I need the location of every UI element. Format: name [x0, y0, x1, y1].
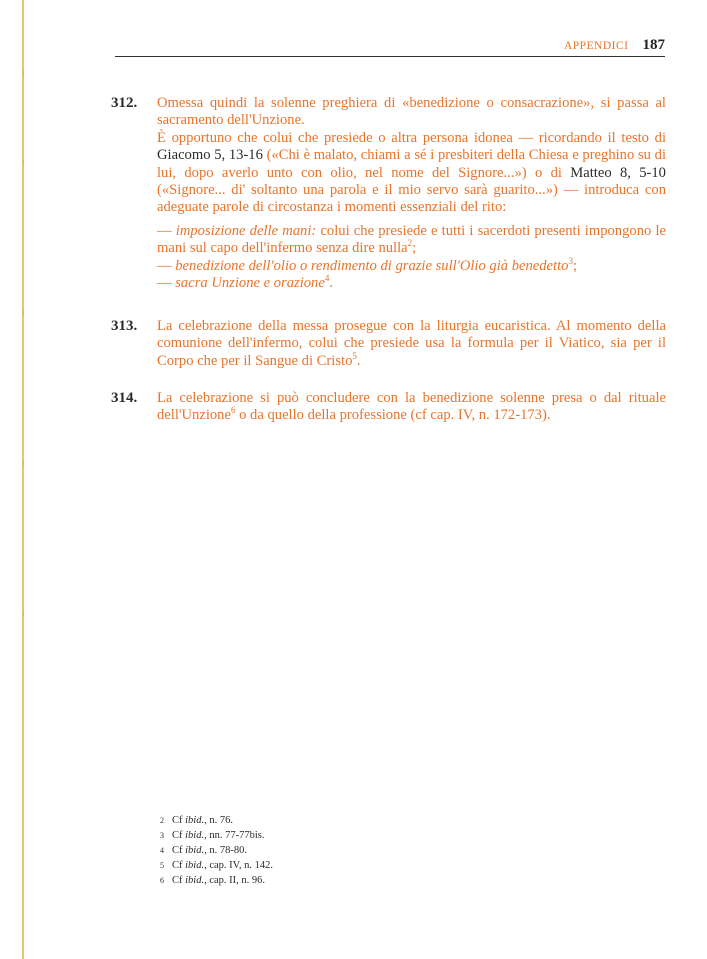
- running-head-section: APPENDICI: [563, 40, 629, 52]
- running-head: [115, 36, 665, 57]
- footnote-ref: 3: [568, 255, 573, 266]
- footnote-prefix: Cf: [172, 845, 186, 856]
- footnote: [160, 873, 273, 888]
- footnote-prefix: Cf: [172, 860, 186, 871]
- list-item: [157, 255, 666, 275]
- paragraph-intro: Omessa quindi la solenne preghiera di «benedizione o consacrazione», si passa al sacramento dell'Unzione.: [157, 95, 666, 129]
- text-run: È opportuno che colui che presiede o altra persona idonea — ricordando il testo di: [157, 129, 666, 146]
- text-run: o da quello della professione (cf cap. IV, n. 172-173).: [235, 407, 551, 424]
- page-edge-line: [22, 0, 24, 959]
- footnote-ibid: ibid.: [185, 860, 205, 871]
- footnote-mark: 2: [160, 816, 164, 825]
- list-dash: —: [157, 275, 176, 292]
- punctuation: ;: [412, 240, 417, 257]
- footnote-mark: 5: [160, 861, 164, 870]
- footnote: [160, 828, 273, 843]
- footnote-ref: 2: [407, 238, 413, 249]
- footnote-mark: 4: [160, 846, 164, 855]
- scripture-reference: Giacomo 5, 13-16: [157, 147, 263, 164]
- footnote-text: , n. 78-80.: [204, 845, 247, 856]
- paragraph-313: [111, 318, 666, 370]
- page-edge-tick: [23, 160, 24, 166]
- footnote-prefix: Cf: [172, 875, 186, 886]
- paragraph-number: 314.: [111, 390, 138, 406]
- footnote-prefix: Cf: [172, 815, 186, 826]
- paragraph-text: [157, 130, 666, 217]
- footnote-ibid: ibid.: [185, 875, 205, 886]
- footnote-ibid: ibid.: [185, 830, 205, 841]
- footnote-ibid: ibid.: [185, 845, 205, 856]
- list-dash: —: [157, 222, 176, 239]
- footnote-text: , cap. II, n. 96.: [204, 875, 266, 886]
- rite-list: [157, 223, 666, 293]
- paragraph-314: [111, 390, 666, 425]
- scripture-reference: Matteo 8, 5-10: [570, 164, 666, 181]
- footnote: [160, 843, 273, 858]
- footnote-ref: 5: [352, 350, 357, 361]
- list-dash: —: [157, 257, 176, 274]
- footnote-ref: 4: [324, 273, 330, 284]
- punctuation: .: [329, 275, 333, 292]
- footnote: [160, 858, 273, 873]
- list-item-label: sacra Unzione e orazione: [175, 275, 325, 292]
- page-edge-tick: [23, 310, 24, 316]
- footnote-prefix: Cf: [172, 830, 186, 841]
- footnote-text: , nn. 77-77bis.: [204, 830, 265, 841]
- list-item: [157, 223, 666, 258]
- list-item-text: colui che presiede e tutti i sacerdoti presenti impongono le mani sul capo dell'infermo senza dire nulla: [157, 222, 666, 257]
- page-edge-tick: [23, 460, 24, 466]
- footnote-text: , n. 76.: [204, 815, 233, 826]
- page-edge-tick: [23, 610, 24, 616]
- list-item: [157, 275, 666, 292]
- footnote-mark: 6: [160, 876, 164, 885]
- paragraph-number: 312.: [111, 95, 138, 111]
- list-item-label: benedizione dell'olio o rendimento di grazie sull'Olio già benedetto: [175, 257, 569, 274]
- paragraph-text: [157, 390, 666, 425]
- text-run: La celebrazione della messa prosegue con la liturgia eucaristica. Al momento della comunione dell'infermo, colui che presiede usa la formula per il Viatico, sia per il Corpo che per il Sangue di Cristo: [157, 318, 666, 369]
- footnotes: [160, 813, 273, 888]
- footnote: [160, 813, 273, 828]
- footnote-mark: 3: [160, 831, 164, 840]
- page-number: 187: [642, 37, 665, 53]
- footnote-text: , cap. IV, n. 142.: [204, 860, 274, 871]
- text-run: («Signore... di' soltanto una parola e il mio servo sarà guarito...») — introduca con adeguate parole di circostanza i momenti essenziali del rito:: [157, 182, 666, 216]
- page-edge-tick: [23, 70, 24, 78]
- paragraph-312: [111, 95, 666, 292]
- punctuation: .: [356, 352, 361, 369]
- paragraph-number: 313.: [111, 318, 138, 334]
- paragraph-text: [157, 318, 666, 370]
- text-run: («Chi è malato, chiami a sé i presbiteri della Chiesa e preghino su di lui, dopo averlo unto con olio, nel nome del Signore...») o di: [157, 147, 666, 181]
- punctuation: ;: [572, 257, 578, 274]
- list-item-label: imposizione delle mani:: [175, 222, 317, 239]
- text-run: La celebrazione si può concludere con la benedizione solenne presa o dal rituale dell'Unzione: [157, 390, 666, 424]
- footnote-ibid: ibid.: [185, 815, 205, 826]
- footnote-ref: 6: [230, 405, 236, 416]
